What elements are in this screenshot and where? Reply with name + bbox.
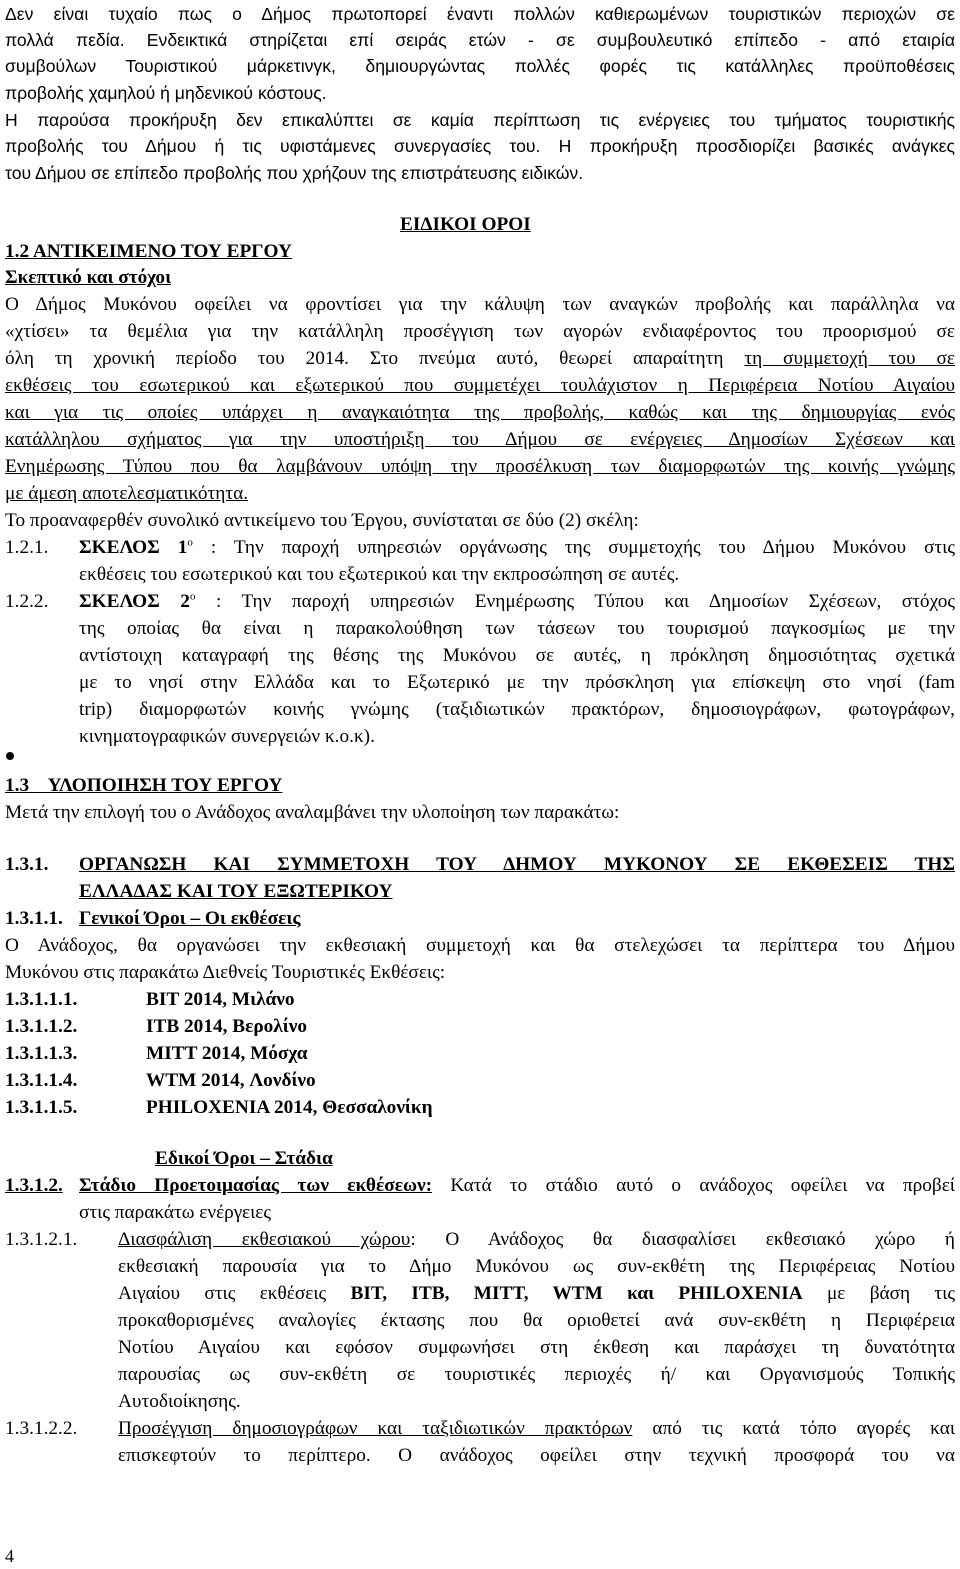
leg-1-line-1: ΣΚΕΛΟΣ $1^o$ : Την παροχή υπηρεσιών οργάνωσης της συμμετοχής του Δήμου Μυκόνου στις bbox=[79, 536, 955, 558]
section-1-3-intro: Μετά την επιλογή του ο Ανάδοχος αναλαμβάνει την υλοποίηση των παρακάτω: bbox=[5, 802, 620, 823]
section-1-2-line-6: κατάλληλου σχήματος για την υποστήριξη του Δήμου σε ενέργειες Δημοσίων Σχέσεων και bbox=[5, 429, 955, 450]
exhibition-number: 1.3.1.1.2. bbox=[5, 1016, 78, 1037]
section-1-3-1-2-number: 1.3.1.2. bbox=[5, 1175, 63, 1196]
intro-line-7: του Δήμου σε επίπεδο προβολής που χρήζουν της επιστράτευσης ειδικών. bbox=[5, 163, 584, 183]
section-1-3-1-1-line-1: Ο Ανάδοχος, θα οργανώσει την εκθεσιακή συμμετοχή και θα στελεχώσει τα περίπτερα του Δήμου bbox=[5, 935, 955, 956]
section-1-2-line-1: Ο Δήμος Μυκόνου οφείλει να φροντίσει για την κάλυψη των αναγκών προβολής και παράλληλα να bbox=[5, 294, 955, 315]
leg-1-line-2: εκθέσεις του εσωτερικού και του εξωτερικού και την εκπροσώπηση σε αυτές. bbox=[79, 564, 680, 585]
section-1-3-1-2-line-1: Στάδιο Προετοιμασίας των εκθέσεων: Κατά το στάδιο αυτό ο ανάδοχος οφείλει να προβεί bbox=[79, 1175, 955, 1196]
section-1-2-heading: 1.2 ΑΝΤΙΚΕΙΜΕΝΟ ΤΟΥ ΕΡΓΟΥ bbox=[5, 241, 292, 262]
leg-2-line-5: trip) διαμορφωτών κοινής γνώμης (ταξιδιωτικών πρακτόρων, δημοσιογράφων, φωτογράφων, bbox=[79, 699, 955, 720]
exhibition-name: ITB 2014, Βερολίνο bbox=[146, 1016, 308, 1037]
section-1-3-1-title-line-2: ΕΛΛΑΔΑΣ ΚΑΙ ΤΟΥ ΕΞΩΤΕΡΙΚΟΥ bbox=[79, 881, 393, 902]
section-1-2-line-3: όλη τη χρονική περίοδο του 2014. Στο πνεύμα αυτό, θεωρεί απαραίτητη τη συμμετοχή του σε bbox=[5, 348, 955, 369]
section-1-2-line-2: «χτίσει» τα θεμέλια για την κατάλληλη προσέγγιση των αγορών ενδιαφέροντος του προορισμού σε bbox=[5, 321, 955, 342]
section-1-3-1-2-line-2: στις παρακάτω ενέργειες bbox=[79, 1202, 271, 1223]
section-1-3-1-2-1-line-2: εκθεσιακή παρουσία για το Δήμο Μυκόνου ως συν-εκθέτη της Περιφέρειας Νοτίου bbox=[118, 1256, 955, 1277]
section-1-2-subheading: Σκεπτικό και στόχοι bbox=[5, 267, 172, 288]
section-1-3-1-2-1-line-4: προκαθορισμένες αναλογίες έκτασης που θα οριοθετεί ανά συν-εκθέτη η Περιφέρεια bbox=[118, 1310, 955, 1331]
section-1-2-line-9: Το προαναφερθέν συνολικό αντικείμενο του Έργου, συνίσταται σε δύο (2) σκέλη: bbox=[5, 510, 639, 531]
leg-2-line-2: της οποίας θα είναι η παρακολούθηση των τάσεων του τουρισμού παγκοσμίως με την bbox=[79, 618, 955, 639]
exhibition-name: WTM 2014, Λονδίνο bbox=[146, 1070, 316, 1091]
section-1-3-1-2-1-line-7: Αυτοδιοίκησης. bbox=[118, 1391, 241, 1412]
exhibition-name: PHILOXENIA 2014, Θεσσαλονίκη bbox=[146, 1097, 433, 1118]
bullet-marker bbox=[6, 752, 14, 760]
section-1-3-1-2-2-number: 1.3.1.2.2. bbox=[5, 1418, 78, 1439]
section-1-3-1-2-1-line-1: Διασφάλιση εκθεσιακού χώρου: Ο Ανάδοχος θα διασφαλίσει εκθεσιακό χώρο ή bbox=[118, 1229, 955, 1250]
leg-2-line-6: κινηματογραφικών συνεργειών κ.ο.κ). bbox=[79, 726, 375, 747]
intro-line-4: προβολής χαμηλού ή μηδενικού κόστους. bbox=[5, 83, 327, 103]
leg-2-line-1: ΣΚΕΛΟΣ $2^o$ : Την παροχή υπηρεσιών Ενημέρωσης Τύπου και Δημοσίων Σχέσεων, στόχος bbox=[79, 590, 955, 612]
section-1-2-line-8: με άμεση αποτελεσματικότητα. bbox=[5, 483, 249, 504]
exhibition-number: 1.3.1.1.1. bbox=[5, 989, 78, 1010]
section-1-3-1-2-1-number: 1.3.1.2.1. bbox=[5, 1229, 78, 1250]
special-terms-title: ΕΙΔΙΚΟΙ ΟΡΟΙ bbox=[400, 214, 531, 235]
exhibition-number: 1.3.1.1.5. bbox=[5, 1097, 78, 1118]
page-number: 4 bbox=[5, 1546, 14, 1566]
exhibition-name: BIT 2014, Μιλάνο bbox=[146, 989, 295, 1010]
section-1-2-line-4: εκθέσεις του εσωτερικού και εξωτερικού που συμμετέχει τουλάχιστον η Περιφέρεια Νοτίου Αιγαίου bbox=[5, 375, 955, 396]
intro-line-2: πολλά πεδία. Ενδεικτικά στηρίζεται επί σειράς ετών - σε συμβουλευτικό επίπεδο - από εταιρία bbox=[5, 30, 955, 50]
section-1-3-1-2-2-line-2: επισκεφτούν το περίπτερο. Ο ανάδοχος οφείλει στην τεχνική προσφορά του να bbox=[118, 1445, 955, 1466]
section-1-3-1-2-1-line-6: παρουσίας ως συν-εκθέτη σε τουριστικές περιοχές ή/ και Οργανισμούς Τοπικής bbox=[118, 1364, 955, 1385]
exhibition-number: 1.3.1.1.3. bbox=[5, 1043, 78, 1064]
leg-2-number: 1.2.2. bbox=[5, 591, 49, 612]
section-1-2-line-5: και για τις οποίες υπάρχει η αναγκαιότητα της προβολής, καθώς και της δημιουργίας ενός bbox=[5, 402, 955, 423]
intro-line-5: Η παρούσα προκήρυξη δεν επικαλύπτει σε καμία περίπτωση τις ενέργειες του τμήματος τουριστικής bbox=[5, 110, 955, 130]
leg-2-line-4: με το νησί στην Ελλάδα και το Εξωτερικό με την πρόσκληση για επίσκεψη στο νησί (fam bbox=[79, 672, 955, 693]
section-1-3-1-2-1-line-3: Αιγαίου στις εκθέσεις BIT, ITB, MITT, WTM και PHILOXENIA με βάση τις bbox=[118, 1283, 955, 1304]
stages-title: Εδικοί Όροι – Στάδια bbox=[155, 1148, 333, 1169]
section-1-3-1-number: 1.3.1. bbox=[5, 854, 49, 875]
section-1-3-1-title-line-1: ΟΡΓΑΝΩΣΗ ΚΑΙ ΣΥΜΜΕΤΟΧΗ ΤΟΥ ΔΗΜΟΥ ΜΥΚΟΝΟΥ ΣΕ ΕΚΘΕΣΕΙΣ ΤΗΣ bbox=[79, 854, 955, 875]
intro-line-3: συμβούλων Τουριστικού μάρκετινγκ, δημιουργώντας πολλές φορές τις κατάλληλες προϋποθέσεις bbox=[5, 56, 955, 76]
section-1-3-1-1-title: Γενικοί Όροι – Οι εκθέσεις bbox=[79, 908, 301, 929]
section-1-3-1-1-number: 1.3.1.1. bbox=[5, 908, 63, 929]
exhibition-name: MITT 2014, Μόσχα bbox=[146, 1043, 308, 1064]
leg-2-line-3: αντίστοιχη καταγραφή της θέσης της Μυκόνου σε αυτές, η πρόκληση δημοσιότητας σχετικά bbox=[79, 645, 955, 666]
section-1-3-1-2-1-line-5: Νοτίου Αιγαίου και εφόσον συμφωνήσει στη έκθεση και παράσχει τη δυνατότητα bbox=[118, 1337, 955, 1358]
intro-line-1: Δεν είναι τυχαίο πως ο Δήμος πρωτοπορεί έναντι πολλών καθιερωμένων τουριστικών περιοχών σε bbox=[5, 4, 955, 24]
section-1-3-1-1-line-2: Μυκόνου στις παρακάτω Διεθνείς Τουριστικές Εκθέσεις: bbox=[5, 962, 446, 983]
leg-1-number: 1.2.1. bbox=[5, 537, 49, 558]
section-1-3-heading: 1.3 ΥΛΟΠΟΙΗΣΗ ΤΟΥ ΕΡΓΟΥ bbox=[5, 775, 283, 796]
section-1-3-1-2-2-line-1: Προσέγγιση δημοσιογράφων και ταξιδιωτικών πρακτόρων από τις κατά τόπο αγορές και bbox=[118, 1418, 956, 1439]
intro-line-6: προβολής του Δήμου ή τις υφιστάμενες συνεργασίες του. Η προκήρυξη προσδιορίζει βασικές ανάγκες bbox=[5, 136, 955, 156]
section-1-2-line-7: Ενημέρωσης Τύπου που θα λαμβάνουν υπόψη την προσέλκυση των διαμορφωτών της κοινής γνώμης bbox=[5, 456, 955, 477]
exhibition-number: 1.3.1.1.4. bbox=[5, 1070, 78, 1091]
